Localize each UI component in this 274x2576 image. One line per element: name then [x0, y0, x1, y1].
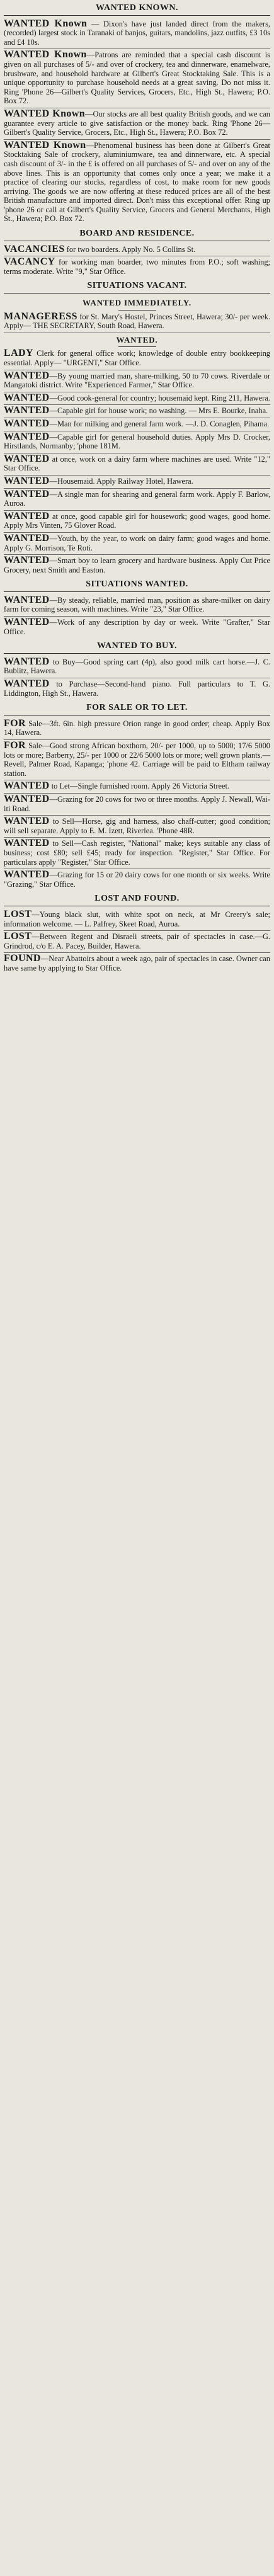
- ad-body: [4, 110, 270, 137]
- divider-rule: [118, 346, 156, 347]
- ad-lead-word: VACANCY: [4, 256, 55, 268]
- ad-body: [4, 719, 270, 738]
- ad-text: to Let—Single furnished room. Apply 26 Victoria Street.: [49, 782, 229, 791]
- classified-ad: [4, 533, 270, 555]
- classified-ad: [4, 296, 270, 333]
- divider-rule: [118, 310, 156, 311]
- classified-ad: [4, 909, 270, 931]
- section-heading: LOST AND FOUND.: [4, 894, 270, 906]
- section-heading: SITUATIONS VACANT.: [4, 282, 270, 294]
- classified-ad: [4, 953, 270, 974]
- ad-body: [4, 406, 270, 416]
- ad-text: —Our stocks are all best quality British goods, and we can guarantee every article to give satisfaction or the money back. Ring 'Phone 26—Gilbert's Quality Service, Grocers, Etc., High St., Hawera; P.O. Box 72.: [4, 109, 270, 137]
- ad-text: — Dixon's have just landed direct from the makers, (recorded) largest stock in Taranaki of banjos, guitars, mandolins, jazz outfits, £3 10s and £4 10s.: [4, 19, 270, 47]
- ad-text: for working man boarder, two minutes from P.O.; soft washing; terms moderate. Write "9," Star Office.: [4, 258, 270, 276]
- classified-ad: [4, 931, 270, 953]
- classified-ad: [4, 780, 270, 794]
- classified-ad: [4, 140, 270, 225]
- ad-body: [4, 490, 270, 508]
- ad-list: [4, 595, 270, 638]
- ad-lead-word: WANTED: [4, 678, 50, 690]
- ad-lead-word: WANTED Known: [4, 139, 86, 151]
- classified-ad: [4, 49, 270, 108]
- ad-text: —Near Abattoirs about a week ago, pair of spectacles in case. Owner can have same by applying to Star Office.: [4, 954, 270, 972]
- newspaper-column: [0, 0, 274, 979]
- classified-ad: [4, 617, 270, 638]
- ad-text: —By steady, reliable, married man, position as share-milker on dairy farm for coming season, with machines. Write "23," Star Office.: [4, 595, 270, 614]
- classified-ad: [4, 740, 270, 780]
- ad-text: —Capable girl for house work; no washing. — Mrs E. Bourke, Inaha.: [49, 406, 268, 416]
- classified-ad: [4, 656, 270, 678]
- ad-body: [4, 349, 270, 367]
- ad-lead-word: WANTED Known: [4, 108, 86, 119]
- ad-list: [4, 296, 270, 576]
- ad-lead-word: WANTED: [4, 431, 50, 442]
- ad-body: [4, 596, 270, 614]
- ad-body: [4, 741, 270, 778]
- ad-lead-word: WANTED: [4, 838, 50, 849]
- ad-text: to Sell—Horse, gig and harness, also chaff-cutter; good condition; will sell separate. Apply to E. M. Izett, Riverlea. 'Phone 48R.: [4, 817, 270, 835]
- section-heading: FOR SALE OR TO LET.: [4, 704, 270, 715]
- ad-lead-word: WANTED Known: [4, 18, 88, 29]
- ad-text: for St. Mary's Hostel, Princes Street, Hawera; 30/- per week. Apply— THE SECRETARY, South Road, Hawera.: [4, 312, 270, 331]
- ad-lead-word: WANTED: [4, 617, 50, 628]
- ad-lead-word: WANTED: [4, 555, 50, 566]
- ad-text: for two boarders. Apply No. 5 Collins St.: [64, 244, 196, 254]
- classified-ad: [4, 418, 270, 431]
- ad-lead-word: FOUND: [4, 953, 41, 964]
- classified-ad: [4, 678, 270, 700]
- ad-body: [4, 419, 270, 429]
- ad-lead-word: LOST: [4, 931, 32, 942]
- ad-list: [4, 909, 270, 975]
- classified-ad: [4, 244, 270, 257]
- ad-lead-word: FOR: [4, 740, 26, 751]
- ad-text: —Youth, by the year, to work on dairy farm; good wages and home. Apply G. Morrison, Te Roti.: [4, 533, 270, 552]
- ad-text: —Capable girl for general household duties. Apply Mrs D. Crocker, Hirstlands, Normanby; 'phone 181M.: [4, 432, 270, 451]
- ad-lead-word: WANTED: [4, 869, 50, 881]
- ad-body: [4, 312, 270, 331]
- classified-ad: [4, 511, 270, 533]
- ad-text: at once, work on a dairy farm where machines are used. Write "12," Star Office.: [4, 454, 270, 473]
- ad-body: [4, 50, 270, 106]
- ad-text: —Man for milking and general farm work. —J. D. Conaglen, Pihama.: [49, 419, 270, 428]
- ad-body: [4, 795, 270, 813]
- ad-text: —Smart boy to learn grocery and hardware business. Apply Cut Price Grocery, next Smith and Easton.: [4, 556, 270, 574]
- ad-lead-word: WANTED: [4, 488, 50, 499]
- ad-text: to Sell—Cash register, "National" make; keys suitable any class of business; cost £80; sell £45; ready for inspection. "Register," Star Office. For particulars apply "Register," Star Office.: [4, 839, 270, 867]
- ad-lead-word: WANTED: [4, 532, 50, 544]
- section-heading: SITUATIONS WANTED.: [4, 580, 270, 592]
- ad-body: [4, 680, 270, 698]
- ad-lead-word: WANTED: [4, 370, 50, 381]
- ad-text: Sale—Good strong African boxthorn, 20/- per 1000, up to 5000; 17/6 5000 lots or more; Barberry, 25/- per 1000 or 22/6 5000 lots or more; well grown plants.—Revell, Palmer Road, Kapanga; 'phone 42. Carriage will be paid to Eltham railway station.: [4, 741, 270, 778]
- ad-list: [4, 244, 270, 278]
- ad-lead-word: WANTED Known: [4, 49, 87, 60]
- ad-list: [4, 656, 270, 700]
- ad-text: at once, good capable girl for housework; good wages, good home. Apply Mrs Vinten, 75 Glover Road.: [4, 511, 270, 530]
- ad-text: to Buy—Good spring cart (4p), also good milk cart horse.—J. C. Bublitz, Hawera.: [4, 657, 270, 676]
- ad-text: Sale—3ft. 6in. high pressure Orion range in good order; cheap. Apply Box 14, Hawera.: [4, 719, 270, 738]
- ad-lead-word: WANTED: [4, 656, 50, 667]
- ad-lead-word: WANTED: [4, 780, 50, 792]
- ad-body: [4, 556, 270, 574]
- classified-ad: [4, 595, 270, 617]
- ad-text: —By young married man, share-milking, 50 to 70 cows. Riverdale or Mangatoki district. Write "Experienced Farmer," Star Office.: [4, 371, 270, 390]
- ad-lead-word: MANAGERESS: [4, 311, 77, 322]
- ad-body: [4, 534, 270, 552]
- ad-lead-word: WANTED: [4, 453, 50, 464]
- ad-text: —Between Regent and Disraeli streets, pair of spectacles in case.—G. Grindrod, c/o E. A. Pacey, Builder, Hawera.: [4, 932, 270, 950]
- classified-ad: [4, 838, 270, 869]
- classified-ad: [4, 794, 270, 816]
- ad-text: —A single man for shearing and general farm work. Apply F. Barlow, Auroa.: [4, 489, 270, 508]
- ad-body: [4, 20, 270, 47]
- ad-lead-word: WANTED: [4, 510, 50, 521]
- classified-ad: [4, 333, 270, 370]
- ad-lead-word: VACANCIES: [4, 243, 65, 254]
- classified-ad: [4, 431, 270, 453]
- ad-block-title: WANTED.: [116, 334, 158, 345]
- section-heading: WANTED TO BUY.: [4, 642, 270, 654]
- ad-body: [4, 433, 270, 451]
- ad-text: —Work of any description by day or week. Write "Grafter," Star Office.: [4, 618, 270, 636]
- ad-lead-word: WANTED: [4, 475, 50, 486]
- ad-body: [4, 512, 270, 530]
- ad-lead-word: WANTED: [4, 418, 50, 429]
- classified-ad: [4, 108, 270, 140]
- ad-text: —Patrons are reminded that a special cash discount is given on all purchases of 5/- and over of crockery, tea and dinnerware, enamelware, brushware, and household hardware at Gilbert's Great Stocktaking Sale. This is a unique opportunity to purchase household needs at a great saving. Do not miss it. Ring 'Phone 26—Gilbert's Quality Services, Grocers, Etc., High St., Hawera; P.O. Box 72.: [4, 50, 270, 106]
- ad-body: [4, 817, 270, 835]
- ad-body: [4, 618, 270, 636]
- ad-text: —Grazing for 15 or 20 dairy cows for one month or six weeks. Write "Grazing," Star Office.: [4, 870, 270, 889]
- ad-body: [4, 954, 270, 972]
- classified-ad: [4, 256, 270, 278]
- ad-text: to Purchase—Second-hand piano. Full particulars to T. G. Liddington, High St., Hawera.: [4, 680, 270, 698]
- ad-body: [4, 658, 270, 676]
- classified-ad: [4, 869, 270, 891]
- section-heading: BOARD AND RESIDENCE.: [4, 229, 270, 241]
- classified-ad: [4, 405, 270, 418]
- classified-ad: [4, 476, 270, 489]
- ad-body: [4, 910, 270, 928]
- ad-body: [4, 141, 270, 224]
- ad-lead-word: WANTED: [4, 392, 50, 403]
- ad-body: [4, 782, 270, 791]
- classified-ad: [4, 453, 270, 476]
- ad-text: —Grazing for 20 cows for two or three months. Apply J. Newall, Wai-iti Road.: [4, 794, 270, 813]
- ad-body: [4, 258, 270, 276]
- classified-ad: [4, 816, 270, 838]
- ad-body: [4, 477, 270, 486]
- ad-body: [4, 839, 270, 867]
- ad-list: [4, 718, 270, 891]
- ad-lead-word: WANTED: [4, 793, 50, 804]
- classified-ad: [4, 18, 270, 50]
- ad-list: [4, 18, 270, 225]
- ad-body: [4, 394, 270, 403]
- ad-body: [4, 932, 270, 950]
- classified-ad: [4, 718, 270, 740]
- ad-lead-word: FOR: [4, 717, 26, 729]
- classified-ad: [4, 489, 270, 511]
- classified-ad: [4, 392, 270, 406]
- ad-body: [4, 372, 270, 390]
- classified-ad: [4, 370, 270, 392]
- ad-body: [4, 245, 270, 254]
- ad-text: —Good cook-general for country; housemaid kept. Ring 211, Hawera.: [49, 393, 270, 402]
- ad-body: [4, 870, 270, 889]
- ad-lead-word: LADY: [4, 348, 33, 359]
- ad-text: —Phenomenal business has been done at Gilbert's Great Stocktaking Sale of crockery, aluminiumware, tea and dinnerware, etc. A special cash discount of 3/- in the £ is offered on all purchases of 5/- and over on any of the above lines. This is an opportunity that comes only once a year; we make it a practice of clearing our stocks, regardless of cost, to make room for new goods arriving. The goods we are now offering at these reduced prices are all of the best British manufacture and imported direct. Don't miss this exceptional offer. Ring up 'phone 26 or call at Gilbert's Quality Service, Grocers and General Merchants, High St., Hawera; P.O. Box 72.: [4, 140, 271, 224]
- classified-ad: [4, 555, 270, 576]
- ad-lead-word: WANTED: [4, 405, 50, 416]
- section-heading: WANTED KNOWN.: [4, 4, 270, 16]
- ad-text: Clerk for general office work; knowledge of double entry bookkeeping essential. Apply— "URGENT," Star Office.: [4, 349, 270, 367]
- ad-body: [4, 455, 270, 473]
- ad-lead-word: WANTED: [4, 816, 50, 827]
- ad-block-title: WANTED IMMEDIATELY.: [83, 298, 191, 308]
- ad-text: —Young black slut, with white spot on neck, at Mr Creery's sale; information welcome. — L. Palfrey, Skeet Road, Auroa.: [4, 909, 270, 928]
- ad-text: —Housemaid. Apply Railway Hotel, Hawera.: [49, 476, 193, 486]
- ad-lead-word: LOST: [4, 908, 32, 920]
- ad-lead-word: WANTED: [4, 594, 50, 605]
